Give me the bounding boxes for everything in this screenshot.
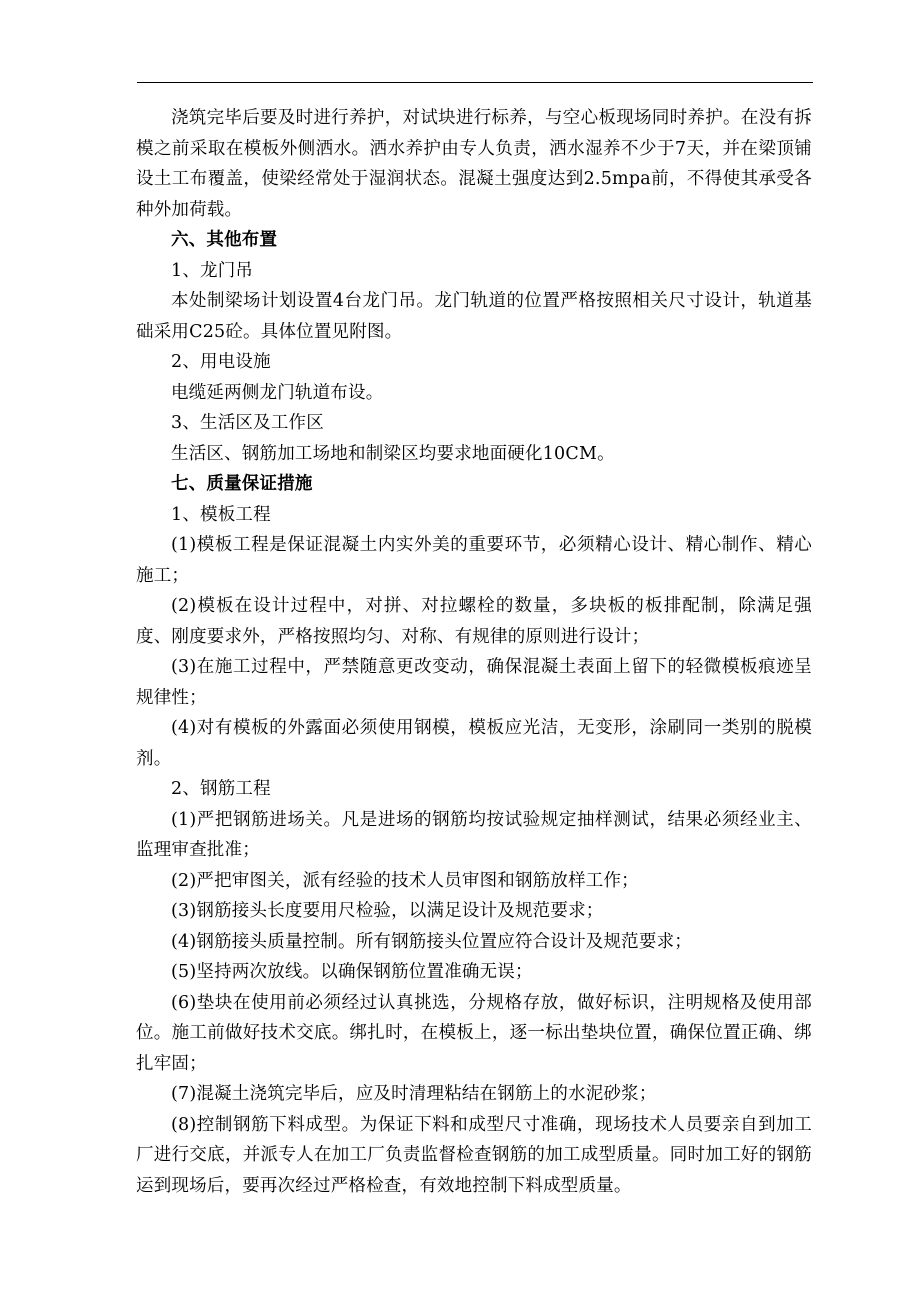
list-item-rebar-8: (8)控制钢筋下料成型。为保证下料和成型尺寸准确，现场技术人员要亲自到加工厂进行交底，并派专人在加工厂负责监督检查钢筋的加工成型质量。同时加工好的钢筋运到现场后，要再次经过严格检查，有效地控制下料成型质量。: [136, 1114, 812, 1196]
list-item-rebar-7: (7)混凝土浇筑完毕后，应及时清理粘结在钢筋上的水泥砂浆；: [171, 1084, 657, 1104]
paragraph-living-work-area: 生活区、钢筋加工场地和制梁区均要求地面硬化10CM。: [171, 443, 615, 464]
list-item-rebar-5: (5)坚持两次放线。以确保钢筋位置准确无误；: [171, 962, 533, 982]
list-item-formwork-1: (1)模板工程是保证混凝土内实外美的重要环节，必须精心设计、精心制作、精心施工；: [136, 535, 812, 586]
list-item-rebar-2: (2)严把审图关，派有经验的技术人员审图和钢筋放样工作；: [171, 870, 639, 891]
list-item-rebar-4: (4)钢筋接头质量控制。所有钢筋接头位置应符合设计及规范要求；: [171, 931, 692, 952]
list-item-rebar-6: (6)垫块在使用前必须经过认真挑选，分规格存放，做好标识，注明规格及使用部位。施工前做好技术交底。绑扎时，在模板上，逐一标出垫块位置，确保位置正确、绑扎牢固；: [136, 992, 812, 1074]
subheading-power-facilities: 2、用电设施: [171, 352, 271, 372]
subheading-gantry-crane: 1、龙门吊: [171, 260, 254, 281]
list-item-formwork-2: (2)模板在设计过程中，对拼、对拉螺栓的数量，多块板的板排配制，除满足强度、刚度要求外，严格按照均匀、对称、有规律的原则进行设计；: [136, 596, 812, 647]
list-item-rebar-3: (3)钢筋接头长度要用尺检验，以满足设计及规范要求；: [171, 901, 604, 921]
header-rule: [137, 82, 813, 83]
list-item-formwork-4: (4)对有模板的外露面必须使用钢模，模板应光洁，无变形，涂刷同一类别的脱模剂。: [136, 718, 812, 769]
document-body: [136, 103, 812, 1201]
paragraph-gantry-crane: 本处制梁场计划设置4台龙门吊。龙门轨道的位置严格按照相关尺寸设计，轨道基础采用C25砼。具体位置见附图。: [136, 291, 812, 342]
subheading-living-work-area: 3、生活区及工作区: [171, 413, 324, 433]
list-item-rebar-1: (1)严把钢筋进场关。凡是进场的钢筋均按试验规定抽样测试，结果必须经业主、监理审查批准；: [136, 809, 812, 860]
subheading-rebar: 2、钢筋工程: [171, 779, 271, 799]
paragraph-curing: 浇筑完毕后要及时进行养护，对试块进行标养，与空心板现场同时养护。在没有拆模之前采取在模板外侧洒水。洒水养护由专人负责，洒水湿养不少于7天，并在梁顶铺设土工布覆盖，使梁经常处于湿润状态。混凝土强度达到2.5mpa前，不得使其承受各种外加荷载。: [136, 108, 812, 220]
paragraph-power-facilities: 电缆延两侧龙门轨道布设。: [171, 382, 384, 403]
section-heading-other-layout: 六、其他布置: [171, 230, 278, 250]
list-item-formwork-3: (3)在施工过程中，严禁随意更改变动，确保混凝土表面上留下的轻微模板痕迹呈规律性；: [136, 657, 812, 708]
subheading-formwork: 1、模板工程: [171, 504, 271, 525]
section-heading-quality-assurance: 七、质量保证措施: [171, 474, 313, 494]
